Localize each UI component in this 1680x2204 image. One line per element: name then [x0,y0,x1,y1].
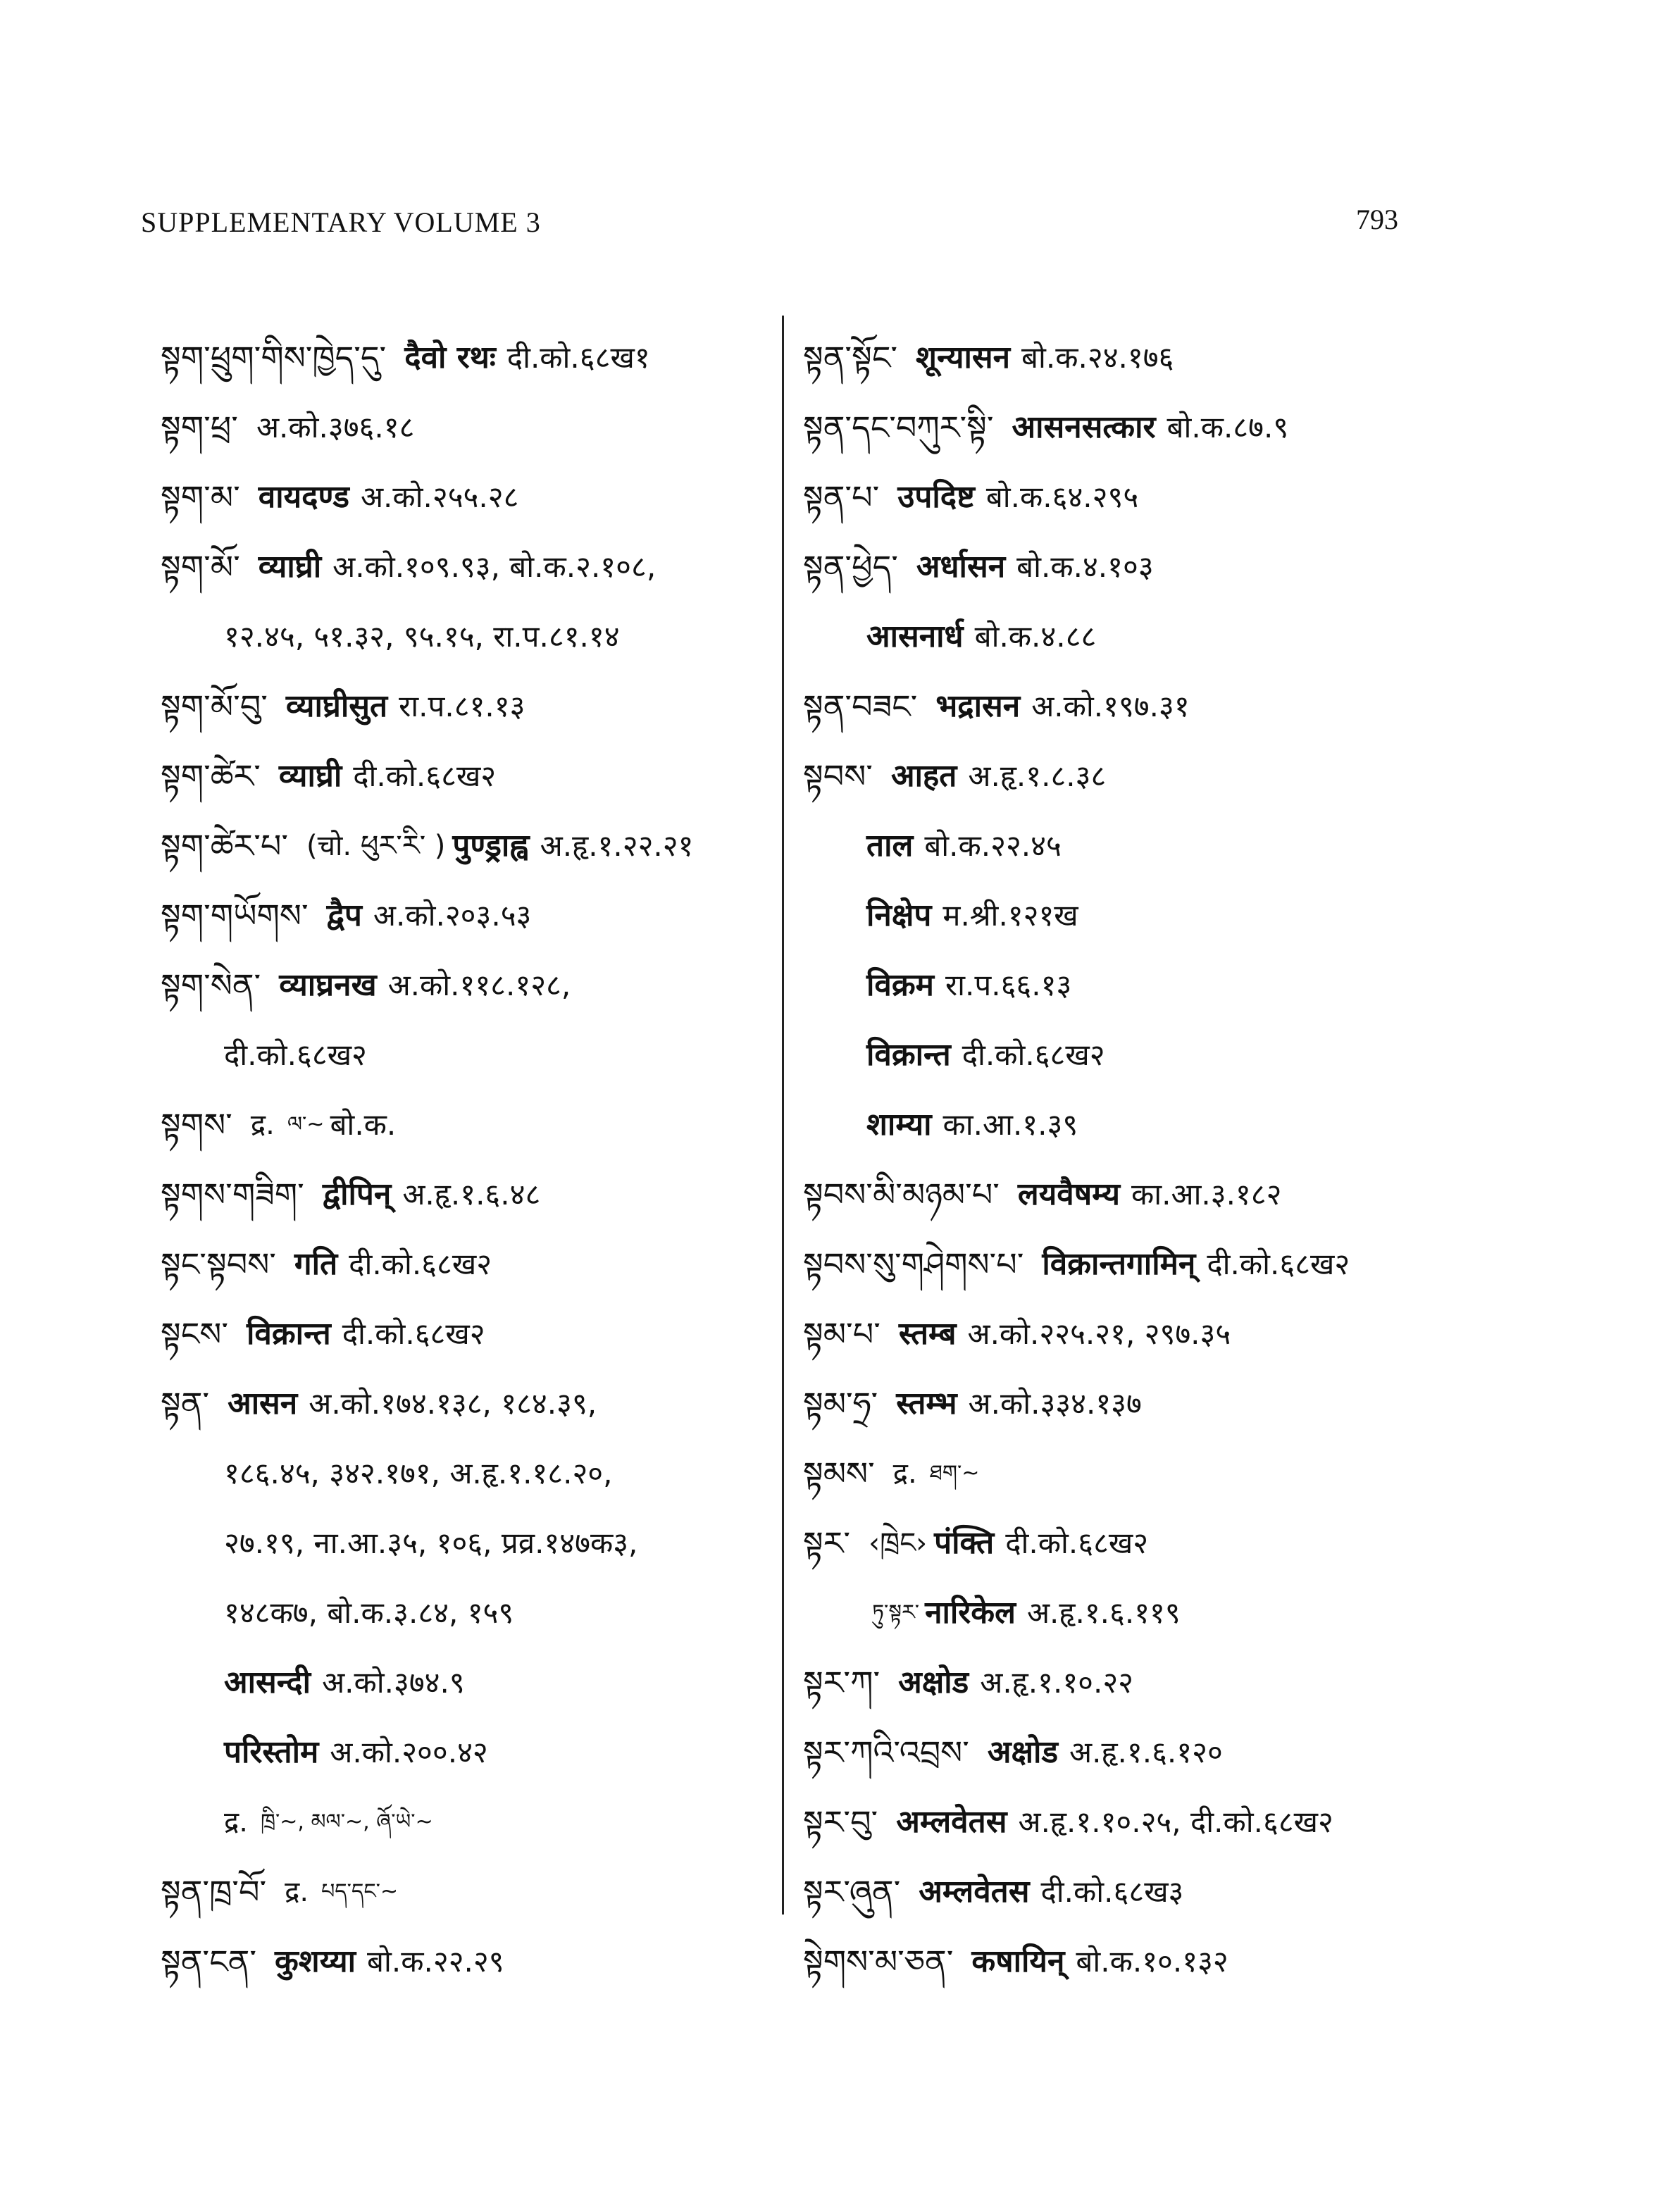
sanskrit-equivalent: नारिकेल [925,1594,1016,1631]
source-reference: अ.को.११८.१२८, [387,967,571,1002]
dictionary-entry [803,1787,1543,1857]
dictionary-entry [161,462,773,532]
source-reference: बो.क.६४.२९५ [985,479,1139,514]
sanskrit-equivalent: कुशय्या [274,1943,356,1979]
sanskrit-equivalent: गति [294,1245,338,1282]
sanskrit-equivalent: निक्षेप [866,897,932,933]
source-reference: अ.को.३३४.१३७ [968,1386,1142,1421]
dictionary-entry [161,323,773,392]
sanskrit-equivalent: भद्रासन [935,687,1021,724]
sanskrit-equivalent: लयवैषम्य [1017,1176,1120,1212]
tibetan-headword: སྟམས་ [803,1454,875,1493]
entry-continuation [161,1648,773,1717]
source-reference: अ.हृ.१.६.१२० [1069,1734,1223,1769]
source-reference: १२.४५, ५१.३२, ९५.१५, रा.प.८१.१४ [224,618,620,654]
tibetan-headword: སྟག་གཡོགས་ [161,896,309,935]
sanskrit-equivalent: अक्षोड [898,1664,969,1700]
tibetan-headword: སྟར་ [803,1524,851,1562]
tibetan-headword: སྟན་པ་ [803,478,880,516]
source-reference: बो.क.४.८८ [974,618,1097,654]
source-reference: अ.को.१९७.३१ [1031,688,1190,723]
dictionary-entry [803,1369,1543,1438]
entry-continuation [161,1438,773,1508]
tibetan-small: ཁྲི་~, མལ་~, ཞོ་ཡེ་~ [260,1809,433,1834]
sanskrit-equivalent: व्याघ्री [258,548,322,585]
dictionary-entry [803,671,1543,741]
tibetan-headword: སྟབས་སུ་གཤེགས་པ་ [803,1245,1024,1283]
dictionary-entry [161,950,773,1020]
source-reference: दी.को.६८ख२ [342,1316,485,1351]
source-reference: अ.हृ.१.८.३८ [968,758,1107,793]
source-reference: दी.को.६८ख२ [1005,1525,1149,1560]
dictionary-entry [161,1926,773,1996]
dictionary-entry [803,1648,1543,1717]
tibetan-headword: སྟག་མ་ [161,478,240,516]
entry-continuation [803,602,1543,671]
left-column [161,323,773,1996]
tibetan-headword: སྟན་ [161,1384,210,1423]
tibetan-headword: སྟག་ཕྲུག་གིས་ཁྱེད་དུ་ [161,338,387,377]
right-column [803,323,1543,1996]
cross-ref-note: द्र. [250,1108,275,1141]
tibetan-headword: སྟག་མོ་བུ་ [161,687,268,726]
source-reference: अ.को.१७४.१३८, १८४.३९, [309,1386,597,1421]
tibetan-headword: སྟན་ཁྲ་བོ་ [161,1872,267,1911]
dictionary-entry [803,323,1543,392]
sanskrit-equivalent: स्तम्भ [896,1385,957,1421]
page-number: 793 [1356,204,1398,235]
dictionary-entry [161,1369,773,1438]
sanskrit-equivalent: विक्रम [866,966,934,1003]
tibetan-headword: སྟབས་མི་མཉམ་པ་ [803,1175,1000,1214]
tibetan-headword: སྟབས་ [803,757,873,795]
source-reference: रा.प.८१.१३ [399,688,525,723]
source-reference: अ.को.२००.४२ [330,1734,488,1769]
source-reference: अ.को.२२५.२१, २९७.३५ [967,1316,1231,1351]
dictionary-entry [803,1717,1543,1787]
tibetan-headword: སྟག་ཚེར་པ་ [161,826,289,865]
sanskrit-equivalent: आसन्दी [224,1664,311,1700]
dictionary-entry [161,1229,773,1299]
dictionary-entry [161,532,773,602]
source-reference: अ.हृ.१.१०.२२ [980,1664,1134,1700]
source-reference: बो.क.१०.१३२ [1076,1943,1228,1979]
dictionary-entry [803,741,1543,811]
dictionary-entry [161,811,773,880]
entry-continuation [161,1508,773,1578]
sanskrit-equivalent: अम्लवेतस [919,1873,1030,1910]
source-reference: अ.को.२५५.२८ [360,479,519,514]
sanskrit-equivalent: अम्लवेतस [896,1803,1007,1840]
source-reference: दी.को.६८ख२ [962,1037,1105,1072]
tibetan-headword: སྟག་མོ་ [161,547,240,586]
sanskrit-equivalent: व्याघ्री [278,757,342,794]
dictionary-entry [803,1229,1543,1299]
source-reference: दी.को.६८ख१ [506,340,650,375]
dictionary-entry [161,880,773,950]
dictionary-entry [803,1857,1543,1926]
dictionary-entry [161,392,773,462]
sanskrit-equivalent: परिस्तोम [224,1733,319,1770]
source-reference: बो.क. [330,1107,397,1142]
tibetan-headword: སྟར་ཀ་ [803,1663,881,1702]
source-reference: दी.को.६८ख२ [224,1037,367,1072]
dictionary-entry [803,1508,1543,1578]
tibetan-headword: སྟག་ཚེར་ [161,757,261,795]
entry-continuation [803,1578,1543,1648]
sanskrit-equivalent: पंक्ति [934,1524,995,1561]
sanskrit-equivalent: आसनसत्कार [1012,409,1156,445]
source-reference: अ.हृ.१.२२.२१ [540,828,694,863]
tibetan-headword: སྟར་བུ་ [803,1803,878,1841]
tibetan-headword: སྟར་ཞུན་ [803,1872,901,1911]
entry-continuation [161,602,773,671]
tibetan-headword: སྟགས་གཟིག་ [161,1175,304,1214]
source-reference: अ.हृ.१.६.४८ [402,1176,541,1212]
entry-continuation [803,950,1543,1020]
source-reference: १४८क७, बो.क.३.८४, १५९ [224,1595,514,1630]
tibetan-headword: སྟངས་ [161,1314,229,1353]
source-reference: अ.को.३७६.१८ [256,409,415,444]
cross-ref-note: द्र. [285,1875,309,1908]
dictionary-entry [803,1299,1543,1369]
entry-continuation [803,880,1543,950]
dictionary-entry [803,392,1543,462]
dictionary-entry [161,1857,773,1926]
entry-continuation [161,1717,773,1787]
dictionary-entry [803,1438,1543,1508]
sanskrit-equivalent: आहत [890,757,957,794]
entry-continuation [161,1578,773,1648]
dictionary-entry [161,741,773,811]
sanskrit-equivalent: विक्रान्तगामिन् [1042,1245,1196,1282]
sanskrit-equivalent: स्तम्ब [898,1315,957,1352]
tibetan-headword: སྟེགས་མ་ཅན་ [803,1942,954,1981]
entry-continuation [161,1787,773,1857]
tibetan-headword: སྟན་བཟང་ [803,687,918,726]
cross-ref-note: द्र. [892,1457,917,1490]
dictionary-entry [161,1299,773,1369]
source-reference: अ.हृ.१.१०.२५, दी.को.६८ख२ [1018,1804,1333,1839]
source-reference: अ.को.३७४.९ [322,1664,465,1700]
tibetan-headword: སྟག་སེན་ [161,966,261,1004]
tibetan-small: པད་དང་~ [321,1879,399,1904]
source-reference: दी.को.६८ख२ [349,1246,492,1281]
dictionary-entry [803,532,1543,602]
source-reference: दी.को.६८ख३ [1040,1874,1184,1909]
tibetan-headword: སྟན་ངན་ [161,1942,256,1981]
tibetan-headword: སྟང་སྟབས་ [161,1245,276,1283]
tibetan-small: ཏུ་སྟར་ [872,1600,920,1625]
source-reference: का.आ.३.१८२ [1131,1176,1282,1212]
sanskrit-equivalent: उपदिष्ट [897,478,975,515]
source-reference: अ.हृ.१.६.११९ [1026,1595,1181,1630]
sanskrit-equivalent: विक्रान्त [866,1036,951,1073]
sanskrit-equivalent: व्याघ्रनख [279,966,377,1003]
sanskrit-equivalent: ताल [866,827,914,864]
dictionary-entry [803,462,1543,532]
source-reference: दी.को.६८ख२ [353,758,497,793]
source-reference: म.श्री.१२१ख [942,897,1078,933]
sanskrit-equivalent: पुण्ड्राह्व [452,827,529,864]
tibetan-headword: སྟན་སྟོང་ [803,338,898,377]
sanskrit-equivalent: दैवो रथः [404,339,496,375]
entry-continuation [803,1020,1543,1090]
sanskrit-equivalent: व्याघ्रीसुत [285,687,388,724]
entry-continuation [803,811,1543,880]
column-divider [782,316,784,1915]
tibetan-headword: སྟག་ཕྲ་ [161,408,238,447]
entry-continuation [803,1090,1543,1159]
sanskrit-equivalent: शाम्या [866,1106,932,1143]
source-reference: बो.क.२२.४५ [924,828,1062,863]
dictionary-entry [161,671,773,741]
tibetan-headword: སྟམ་པ་ [803,1314,881,1353]
sanskrit-equivalent: द्वीपिन् [322,1176,392,1212]
source-reference: का.आ.१.३९ [942,1107,1078,1142]
tibetan-small: ཐག་~ [929,1460,980,1486]
sanskrit-equivalent: शून्यासन [916,339,1011,375]
source-reference: बो.क.२४.१७६ [1021,340,1174,375]
sanskrit-equivalent: वायदण्ड [258,478,349,515]
tibetan-headword: སྟགས་ [161,1105,232,1144]
dictionary-entry [803,1159,1543,1229]
dictionary-entry [803,1926,1543,1996]
source-reference: दी.को.६८ख२ [1207,1246,1350,1281]
sanskrit-equivalent: विक्रान्त [247,1315,331,1352]
tibetan-headword: སྟན་ཕྱེད་ [803,547,898,586]
source-reference: २७.१९, ना.आ.३५, १०६, प्रव्र.१४७क३, [224,1525,638,1560]
source-reference: बो.क.४.१०३ [1016,549,1154,584]
source-reference: अ.को.१०९.९३, बो.क.२.१०८, [332,549,657,584]
sanskrit-equivalent: अर्धासन [916,548,1006,585]
sanskrit-equivalent: द्वैप [326,897,362,933]
sanskrit-equivalent: अक्षोड [987,1733,1058,1770]
cross-ref-note: द्र. [224,1805,248,1838]
cross-ref-note: (चो. ཕུར་རི་ ) [306,829,446,862]
tibetan-headword: སྟམ་ཧྲ་ [803,1384,878,1423]
source-reference: बो.क.२२.२९ [367,1943,504,1979]
dictionary-entry [161,1090,773,1159]
entry-continuation [161,1020,773,1090]
sanskrit-equivalent: आसनार्ध [866,618,964,654]
source-reference: बो.क.८७.९ [1166,409,1289,444]
sanskrit-equivalent: आसन [228,1385,298,1421]
tibetan-small: ལ་~ [287,1112,325,1137]
running-header-title: SUPPLEMENTARY VOLUME 3 [141,206,541,238]
source-reference: १८६.४५, ३४२.१७१, अ.हृ.१.१८.२०, [224,1455,613,1490]
tibetan-headword: སྟན་དང་བཀུར་སྟི་ [803,408,994,447]
dictionary-entry [161,1159,773,1229]
sanskrit-equivalent: कषायिन् [971,1943,1065,1979]
source-reference: अ.को.२०३.५३ [373,897,532,933]
cross-ref-note: ‹ཁྲེང› [869,1526,928,1559]
source-reference: रा.प.६६.१३ [945,967,1072,1002]
tibetan-headword: སྟར་ཀའི་འབྲས་ [803,1733,969,1772]
